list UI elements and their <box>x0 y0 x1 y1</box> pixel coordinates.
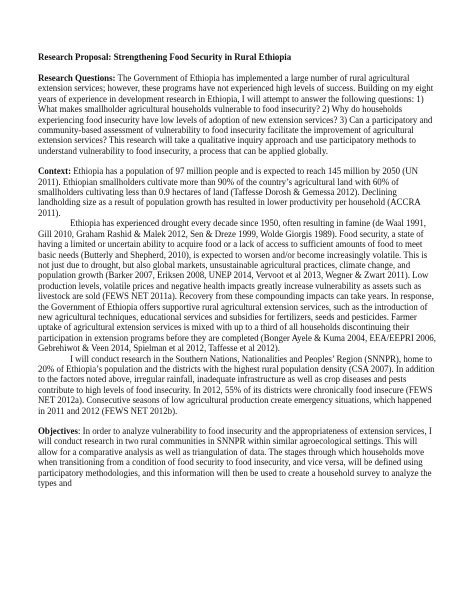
research-questions-paragraph <box>38 73 436 156</box>
context-paragraph <box>38 166 436 218</box>
research-questions-text: The Government of Ethiopia has implemented a large number of rural agricultural extension services; however, these programs have not experienced high levels of success. Building on my eight years of experience in development research in Ethiopia, I will attempt to answer the following questions: 1) What makes smallholder agricultural households vulnerable to food insecurity? 2) Why do households experiencing food insecurity have low levels of adoption of new extension services? 3) Can a participatory and community-based assessment of vulnerability to food insecurity facilitate the improvement of agricultural extension services? This research will take a qualitative inquiry approach and use participatory methods to understand vulnerability to food insecurity, a process that can be applied globally. <box>38 73 434 156</box>
research-questions-heading: Research Questions: <box>38 73 116 83</box>
context-heading: Context: <box>38 166 72 177</box>
document-title: Research Proposal: Strengthening Food Security in Rural Ethiopia <box>38 52 292 62</box>
context-drought-paragraph: Ethiopia has experienced drought every decade since 1950, often resulting in famine (de Waal 1991, Gill 2010, Graham Rashid & Malek 2012, Sen & Dreze 1999, Wolde Giorgis 1989). Food security, a state of having a limited or uncertain ability to acquire food or a lack of access to sufficient amounts of food to meet basic needs (Butterly and Shepherd, 2010), is expected to worsen and/or become increasingly volatile. This is not just due to drought, but also global markets, unsustainable agricultural practices, climate change, and population growth (Barker 2007, Eriksen 2008, UNEP 2014, Vervoot et al 2013, Wegner & Zwart 2011). Low production levels, volatile prices and negative health impacts greatly increase vulnerability as assets such as livestock are sold (FEWS NET 2011a). Recovery from these compounding impacts can take years. In response, the Government of Ethiopia offers supportive rural agricultural extension services, such as the introduction of new agricultural techniques, educational services and subsidies for fertilizers, seeds and pesticides. Farmer uptake of agricultural extension services is mixed with up to a third of all households discontinuing their participation in extension programs before they are completed (Bonger Ayele & Kuma 2004, EEA/EEPRI 2006, Gebrehiwot & Veen 2014, Spielman et al 2012, Taffesse et al 2012). <box>38 218 436 354</box>
context-text: Ethiopia has a population of 97 million people and is expected to reach 145 million by 2050 (UN 2011). Ethiopian smallholders cultivate more than 90% of the country’s agricultural land with 60% of smallholders cultivating less than 0.9 hectares of land (Taffesse Dorosh & Gemessa 2012). Declining landholding size as a result of population growth has resulted in lower productivity per household (ACCRA 2011). <box>38 166 421 218</box>
context-snnpr-paragraph: I will conduct research in the Southern Nations, Nationalities and Peoples’ Region (SNNPR), home to 20% of Ethiopia’s population and the districts with the highest rural population density (CSA 2007). In addition to the factors noted above, irregular rainfall, inadequate infrastructure as well as crop diseases and pests contribute to high levels of food insecurity. In 2012, 55% of its districts were chronically food insecure (FEWS NET 2012a). Consecutive seasons of low agricultural production create emergency situations, which happened in 2011 and 2012 (FEWS NET 2012b). <box>38 353 435 416</box>
objectives-heading: Objectives <box>38 426 78 436</box>
objectives-paragraph <box>38 426 436 488</box>
objectives-text: : In order to analyze vulnerability to food insecurity and the appropriateness of extension services, I will conduct research in two rural communities in SNNPR within similar agroecological settings. This will allow for a comparative analysis as well as triangulation of data. The stages through which households move when transitioning from a condition of food security to food insecurity, and vice versa, will be defined using participatory methodologies, and this information will then be used to create a household survey to analyze the types and <box>38 426 432 489</box>
